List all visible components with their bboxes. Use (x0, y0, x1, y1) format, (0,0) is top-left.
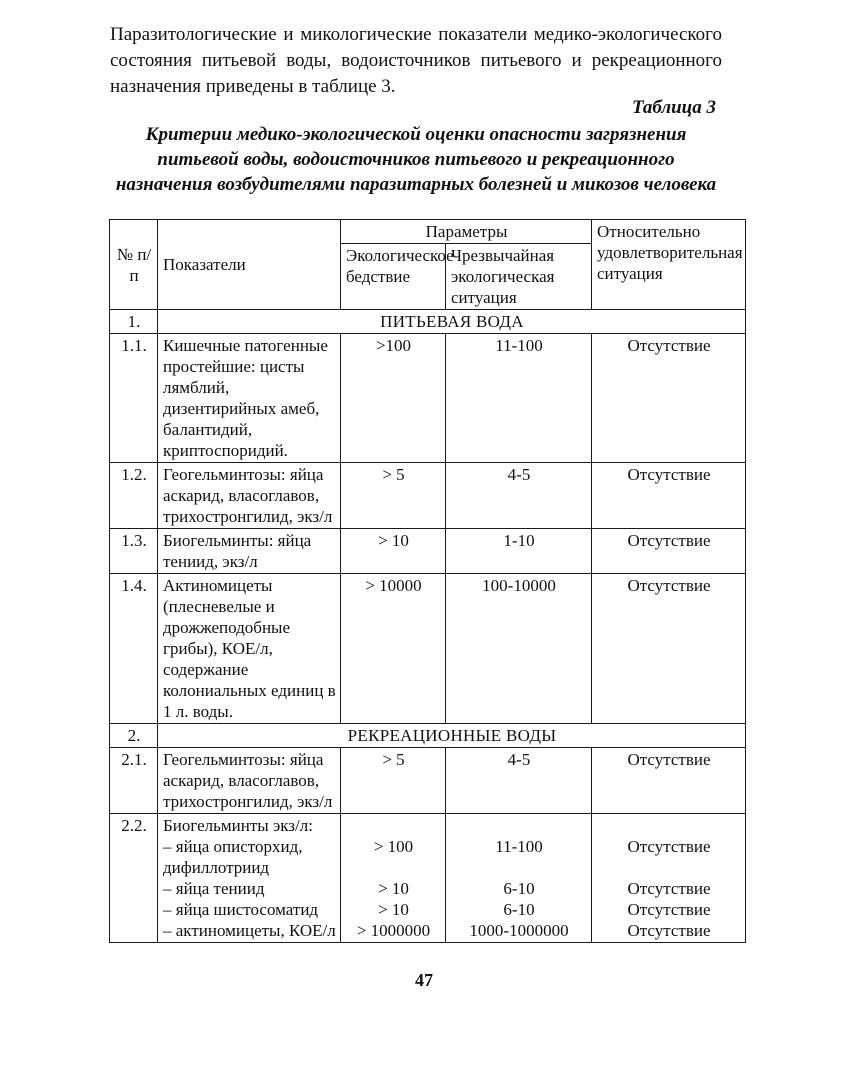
sub-item-emergency: 1000-1000000 (469, 921, 569, 940)
row-indicator: Кишечные патогенные простейшие: цисты лямблий, дизентирийных амеб, балантидий, криптоспоридий. (158, 334, 341, 463)
sub-item-emergency: 6-10 (503, 900, 535, 919)
row-number: 2.2. (110, 814, 158, 943)
section-title: РЕКРЕАЦИОННЫЕ ВОДЫ (158, 724, 746, 748)
table-row (110, 463, 746, 529)
sub-item-satisfactory: Отсутствие (627, 900, 711, 919)
row-disaster-value: >100 (341, 334, 446, 463)
header-satisfactory: Относительно удовлетворительная ситуация (592, 220, 746, 310)
sub-item-emergency: 6-10 (503, 879, 535, 898)
table-body (110, 310, 746, 943)
sub-item-disaster: > 10 (378, 879, 409, 898)
row-satisfactory-value: Отсутствие (592, 463, 746, 529)
row-number: 1.1. (110, 334, 158, 463)
sub-item-disaster: > 1000000 (356, 921, 431, 940)
intro-paragraph: Паразитологические и микологические показатели медико-экологического состояния питьевой воды, водоисточников питьевого и рекреационного назначения приведены в таблице 3. (110, 24, 722, 97)
row-indicator: Биогельминты: яйца тениид, экз/л (158, 529, 341, 574)
table-caption: Критерии медико-экологической оценки опасности загрязнения питьевой воды, водоисточников питьевого и рекреационного назначения возбудителями паразитарных болезней и микозов человека (115, 124, 717, 195)
row-disaster-value: > 5 (341, 748, 446, 814)
row-emergency-value: 100-10000 (446, 574, 592, 724)
row-number: 1.3. (110, 529, 158, 574)
sub-item-label: – яйца шистосоматид (163, 900, 319, 919)
row-number: 2.1. (110, 748, 158, 814)
row-indicator: Геогельминтозы: яйца аскарид, власоглавов, трихостронгилид, экз/л (158, 463, 341, 529)
table-row-complex (110, 814, 746, 943)
section-row (110, 724, 746, 748)
header-parameters: Параметры (341, 220, 592, 244)
section-row (110, 310, 746, 334)
row-satisfactory-value: Отсутствие (592, 334, 746, 463)
sub-item-emergency: 11-100 (495, 837, 543, 856)
sub-item-label: – яйца тениид (163, 879, 265, 898)
row-disaster-values (341, 814, 446, 943)
row-disaster-value: > 5 (341, 463, 446, 529)
table-row (110, 574, 746, 724)
sub-item-disaster: > 100 (373, 837, 414, 856)
row-satisfactory-values (592, 814, 746, 943)
row-emergency-value: 4-5 (446, 463, 592, 529)
sub-item-label: – яйца описторхид, дифиллотриид (163, 837, 303, 877)
row-emergency-value: 11-100 (446, 334, 592, 463)
section-number: 2. (110, 724, 158, 748)
row-emergency-value: 4-5 (446, 748, 592, 814)
row-indicator (158, 814, 341, 943)
row-emergency-value: 1-10 (446, 529, 592, 574)
row-indicator: Геогельминтозы: яйца аскарид, власоглавов, трихостронгилид, экз/л (158, 748, 341, 814)
table-row (110, 334, 746, 463)
row-satisfactory-value: Отсутствие (592, 574, 746, 724)
row-indicator: Актиномицеты (плесневелые и дрожжеподобные грибы), КОЕ/л, содержание колониальных единиц в 1 л. воды. (158, 574, 341, 724)
row-disaster-value: > 10 (341, 529, 446, 574)
table-label: Таблица 3 (631, 97, 716, 118)
sub-item-label: – актиномицеты, КОЕ/л (163, 921, 336, 940)
header-number: № п/п (110, 220, 158, 310)
sub-item-satisfactory: Отсутствие (627, 921, 711, 940)
row-satisfactory-value: Отсутствие (592, 529, 746, 574)
row-emergency-values (446, 814, 592, 943)
sub-item-satisfactory: Отсутствие (627, 837, 711, 856)
header-row-top (110, 220, 746, 244)
header-emergency: Чрезвычайная экологическая ситуация (446, 244, 592, 310)
page-number: 47 (415, 970, 433, 990)
row-number: 1.4. (110, 574, 158, 724)
section-title: ПИТЬЕВАЯ ВОДА (158, 310, 746, 334)
row-satisfactory-value: Отсутствие (592, 748, 746, 814)
section-number: 1. (110, 310, 158, 334)
sub-item-satisfactory: Отсутствие (627, 879, 711, 898)
row-number: 1.2. (110, 463, 158, 529)
row-heading: Биогельминты экз/л: (163, 816, 313, 835)
criteria-table (109, 219, 746, 943)
row-disaster-value: > 10000 (341, 574, 446, 724)
table-row (110, 748, 746, 814)
table-row (110, 529, 746, 574)
header-indicators: Показатели (158, 220, 341, 310)
sub-item-disaster: > 10 (378, 900, 409, 919)
header-disaster: Экологическое бедствие (341, 244, 446, 310)
